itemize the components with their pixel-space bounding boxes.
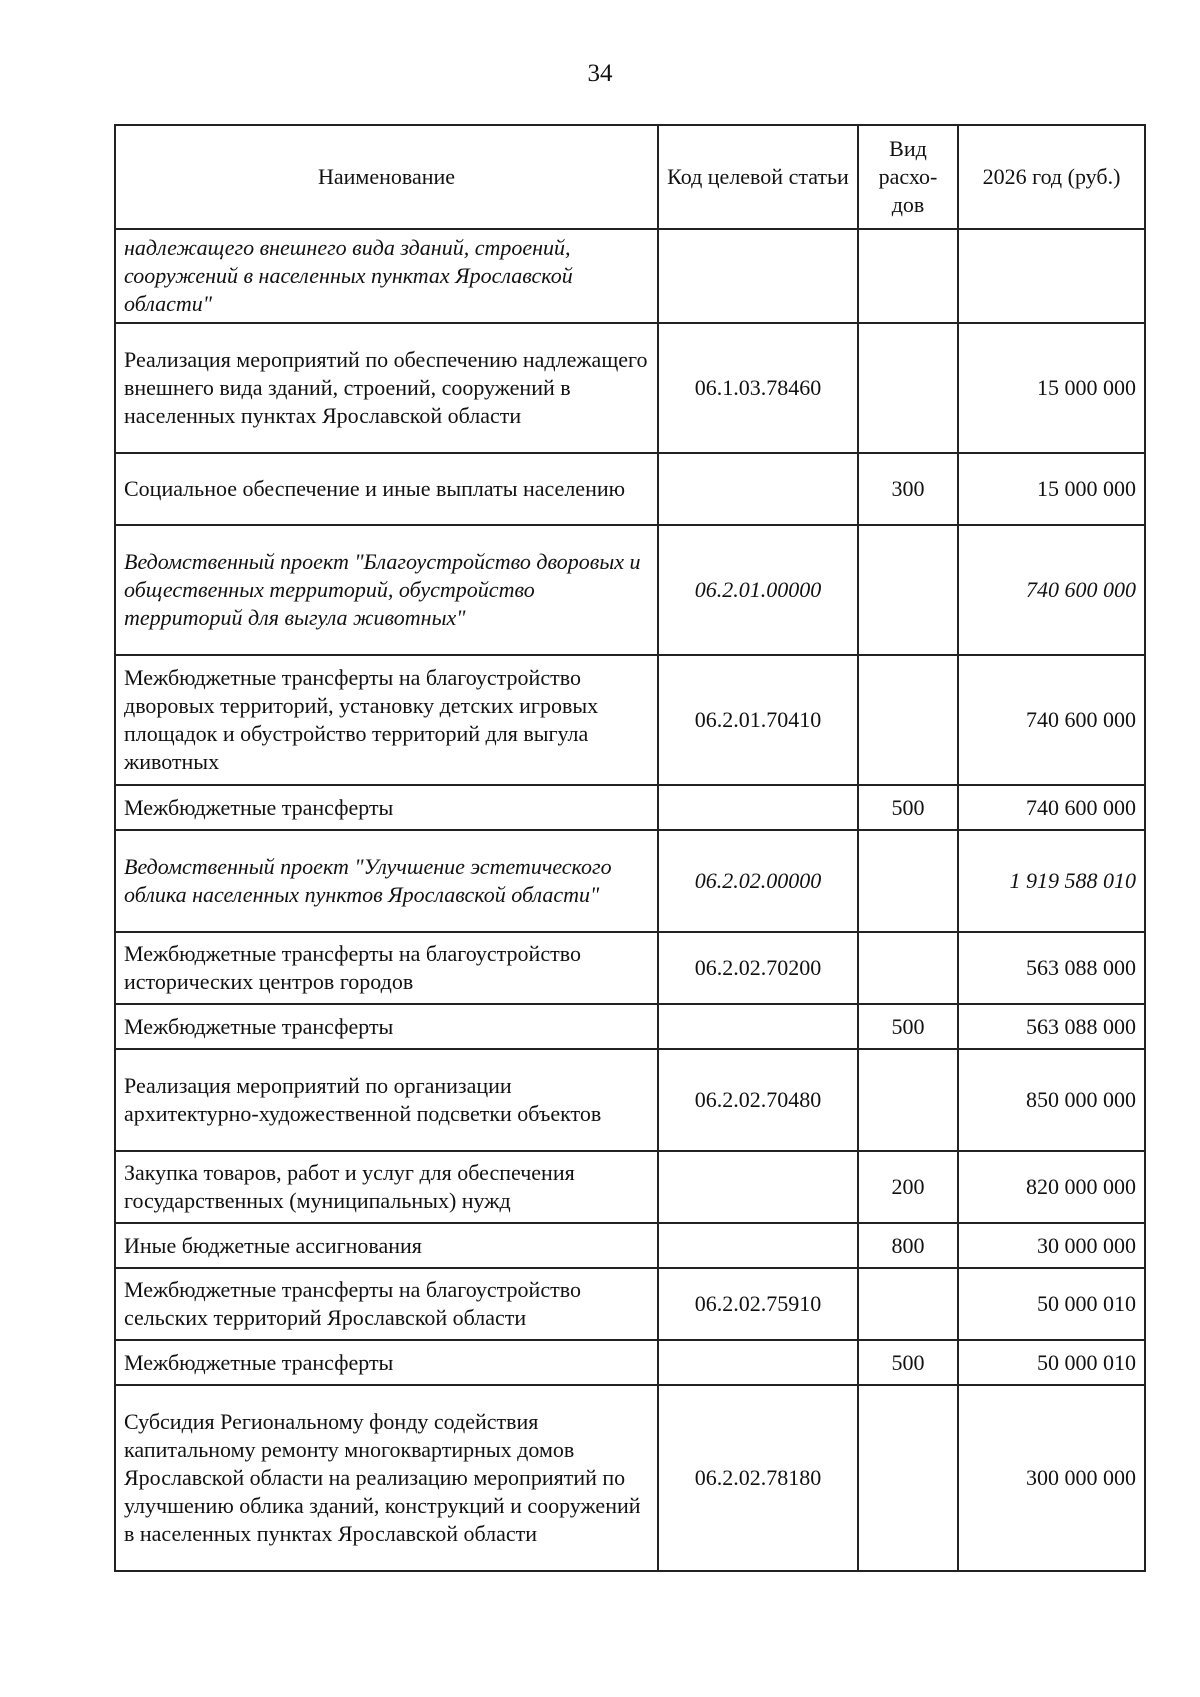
cell-sum: 563 088 000 — [958, 1004, 1145, 1049]
cell-target-code: 06.2.02.00000 — [658, 830, 858, 932]
cell-target-code — [658, 1004, 858, 1049]
cell-expense-type — [858, 1049, 958, 1151]
cell-expense-type: 800 — [858, 1223, 958, 1268]
table-row — [115, 1268, 1145, 1340]
table-header-row — [115, 125, 1145, 229]
cell-name: Межбюджетные трансферты на благоустройство исторических центров городов — [115, 932, 658, 1004]
table-row — [115, 830, 1145, 932]
cell-name: Ведомственный проект "Благоустройство дворовых и общественных территорий, обустройство территорий для выгула животных" — [115, 525, 658, 655]
table-row — [115, 1223, 1145, 1268]
cell-target-code: 06.1.03.78460 — [658, 323, 858, 453]
table-row — [115, 655, 1145, 785]
cell-target-code: 06.2.01.00000 — [658, 525, 858, 655]
cell-expense-type: 500 — [858, 1340, 958, 1385]
cell-expense-type — [858, 655, 958, 785]
cell-expense-type — [858, 229, 958, 323]
cell-target-code: 06.2.02.70480 — [658, 1049, 858, 1151]
cell-target-code — [658, 785, 858, 830]
page-number: 34 — [587, 60, 613, 87]
cell-name: Социальное обеспечение и иные выплаты населению — [115, 453, 658, 525]
table-row — [115, 1004, 1145, 1049]
cell-target-code — [658, 453, 858, 525]
cell-sum: 50 000 010 — [958, 1340, 1145, 1385]
table-row — [115, 785, 1145, 830]
header-sum-2026: 2026 год (руб.) — [958, 125, 1145, 229]
table-row — [115, 1151, 1145, 1223]
header-code: Код целевой статьи — [658, 125, 858, 229]
cell-expense-type: 300 — [858, 453, 958, 525]
cell-sum: 300 000 000 — [958, 1385, 1145, 1571]
cell-sum — [958, 229, 1145, 323]
cell-sum: 740 600 000 — [958, 655, 1145, 785]
cell-target-code: 06.2.01.70410 — [658, 655, 858, 785]
table-row — [115, 229, 1145, 323]
table-row — [115, 323, 1145, 453]
cell-expense-type — [858, 932, 958, 1004]
cell-expense-type — [858, 830, 958, 932]
cell-expense-type: 200 — [858, 1151, 958, 1223]
cell-sum: 850 000 000 — [958, 1049, 1145, 1151]
cell-expense-type — [858, 1268, 958, 1340]
cell-name: Межбюджетные трансферты — [115, 1004, 658, 1049]
cell-name: Ведомственный проект "Улучшение эстетического облика населенных пунктов Ярославской области" — [115, 830, 658, 932]
cell-sum: 30 000 000 — [958, 1223, 1145, 1268]
cell-name: Межбюджетные трансферты — [115, 1340, 658, 1385]
cell-name: Закупка товаров, работ и услуг для обеспечения государственных (муниципальных) нужд — [115, 1151, 658, 1223]
cell-sum: 740 600 000 — [958, 785, 1145, 830]
cell-expense-type — [858, 1385, 958, 1571]
cell-expense-type: 500 — [858, 785, 958, 830]
cell-target-code: 06.2.02.75910 — [658, 1268, 858, 1340]
header-name: Наименование — [115, 125, 658, 229]
cell-name: Иные бюджетные ассигнования — [115, 1223, 658, 1268]
cell-target-code — [658, 229, 858, 323]
cell-name: Субсидия Региональному фонду содействия капитальному ремонту многоквартирных домов Ярославской области на реализацию мероприятий по улучшению облика зданий, конструкций и сооружений в населенных пунктах Ярославской области — [115, 1385, 658, 1571]
cell-target-code — [658, 1340, 858, 1385]
table-row — [115, 453, 1145, 525]
cell-expense-type: 500 — [858, 1004, 958, 1049]
cell-name: Реализация мероприятий по обеспечению надлежащего внешнего вида зданий, строений, сооружений в населенных пунктах Ярославской области — [115, 323, 658, 453]
table-row — [115, 932, 1145, 1004]
cell-sum: 820 000 000 — [958, 1151, 1145, 1223]
cell-sum: 15 000 000 — [958, 323, 1145, 453]
cell-sum: 1 919 588 010 — [958, 830, 1145, 932]
cell-name: Межбюджетные трансферты на благоустройство дворовых территорий, установку детских игровых площадок и обустройство территорий для выгула животных — [115, 655, 658, 785]
cell-target-code: 06.2.02.78180 — [658, 1385, 858, 1571]
table-body — [115, 229, 1145, 1571]
table-row — [115, 1340, 1145, 1385]
cell-target-code — [658, 1151, 858, 1223]
cell-name: надлежащего внешнего вида зданий, строений, сооружений в населенных пунктах Ярославской области" — [115, 229, 658, 323]
cell-expense-type — [858, 323, 958, 453]
table-row — [115, 525, 1145, 655]
cell-name: Межбюджетные трансферты — [115, 785, 658, 830]
table-row — [115, 1049, 1145, 1151]
cell-sum: 50 000 010 — [958, 1268, 1145, 1340]
cell-sum: 563 088 000 — [958, 932, 1145, 1004]
table-row — [115, 1385, 1145, 1571]
budget-table — [114, 124, 1146, 1572]
cell-sum: 15 000 000 — [958, 453, 1145, 525]
cell-expense-type — [858, 525, 958, 655]
cell-target-code: 06.2.02.70200 — [658, 932, 858, 1004]
cell-sum: 740 600 000 — [958, 525, 1145, 655]
header-expense-type: Вид расхо-дов — [858, 125, 958, 229]
cell-target-code — [658, 1223, 858, 1268]
cell-name: Межбюджетные трансферты на благоустройство сельских территорий Ярославской области — [115, 1268, 658, 1340]
cell-name: Реализация мероприятий по организации архитектурно-художественной подсветки объектов — [115, 1049, 658, 1151]
